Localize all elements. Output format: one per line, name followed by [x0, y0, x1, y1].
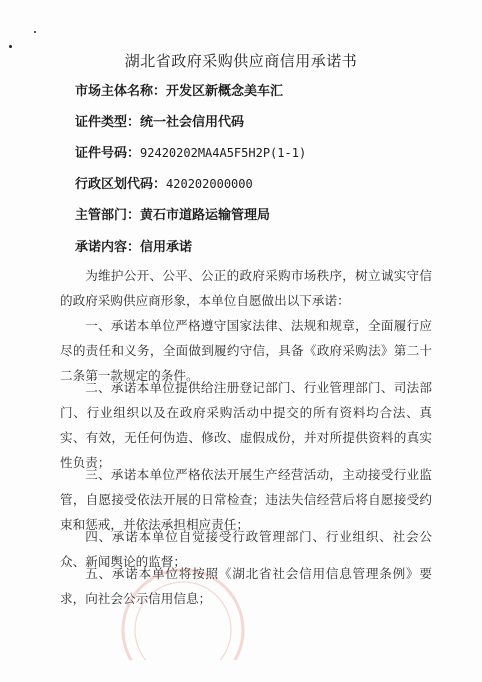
paragraph-4: 四、承诺本单位自觉接受行政管理部门、行业组织、社会公众、新闻舆论的监督； — [60, 529, 432, 569]
field-value: 黄石市道路运输管理局 — [140, 208, 271, 223]
paragraph-2: 二、承诺本单位提供给注册登记部门、行业管理部门、司法部门、行业组织以及在政府采购活动中提交的所有资料均合法、真实、有效，无任何伪造、修改、虚假成份，并对所提供资料的真实性负责； — [60, 380, 432, 470]
paragraph-1: 一、承诺本单位严格遵守国家法律、法规和规章，全面履行应尽的责任和义务，全面做到履约守信，具备《政府采购法》第二十二条第一款规定的条件。 — [60, 318, 432, 383]
faded-seal-mark — [118, 560, 248, 660]
field-commitment-content — [75, 236, 192, 255]
field-value: 开发区新概念美车汇 — [166, 84, 284, 99]
field-supervising-department — [75, 204, 270, 223]
document-title: 湖北省政府采购供应商信用承诺书 — [124, 52, 358, 70]
field-label: 市场主体名称： — [75, 84, 167, 99]
field-label: 承诺内容： — [75, 240, 141, 255]
paragraph-5: 五、承诺本单位将按照《湖北省社会信用信息管理条例》要求，向社会公示信用信息； — [60, 566, 432, 606]
paragraph-3: 三、承诺本单位严格依法开展生产经营活动，主动接受行业监管，自愿接受依法开展的日常检查；违法失信经营后将自愿接受约束和惩戒，并依法承担相应责任； — [60, 467, 432, 532]
field-label: 证件号码： — [75, 146, 141, 161]
field-certificate-type — [75, 111, 244, 130]
scan-speck — [9, 45, 12, 48]
field-value: 统一社会信用代码 — [140, 115, 245, 130]
scan-speck — [34, 31, 36, 33]
field-label: 主管部门： — [75, 208, 141, 223]
field-value: 420202000000 — [166, 177, 253, 191]
paragraph-intro: 为维护公开、公平、公正的政府采购市场秩序，树立诚实守信的政府采购供应商形象，本单位自愿做出以下承诺： — [60, 268, 432, 308]
field-value: 92420202MA4A5F5H2P(1-1) — [140, 146, 307, 160]
field-market-entity-name — [75, 80, 283, 99]
field-region-code — [75, 173, 253, 192]
field-label: 行政区划代码： — [75, 177, 167, 192]
field-value: 信用承诺 — [140, 240, 193, 255]
field-label: 证件类型： — [75, 115, 141, 130]
field-certificate-number — [75, 142, 306, 161]
